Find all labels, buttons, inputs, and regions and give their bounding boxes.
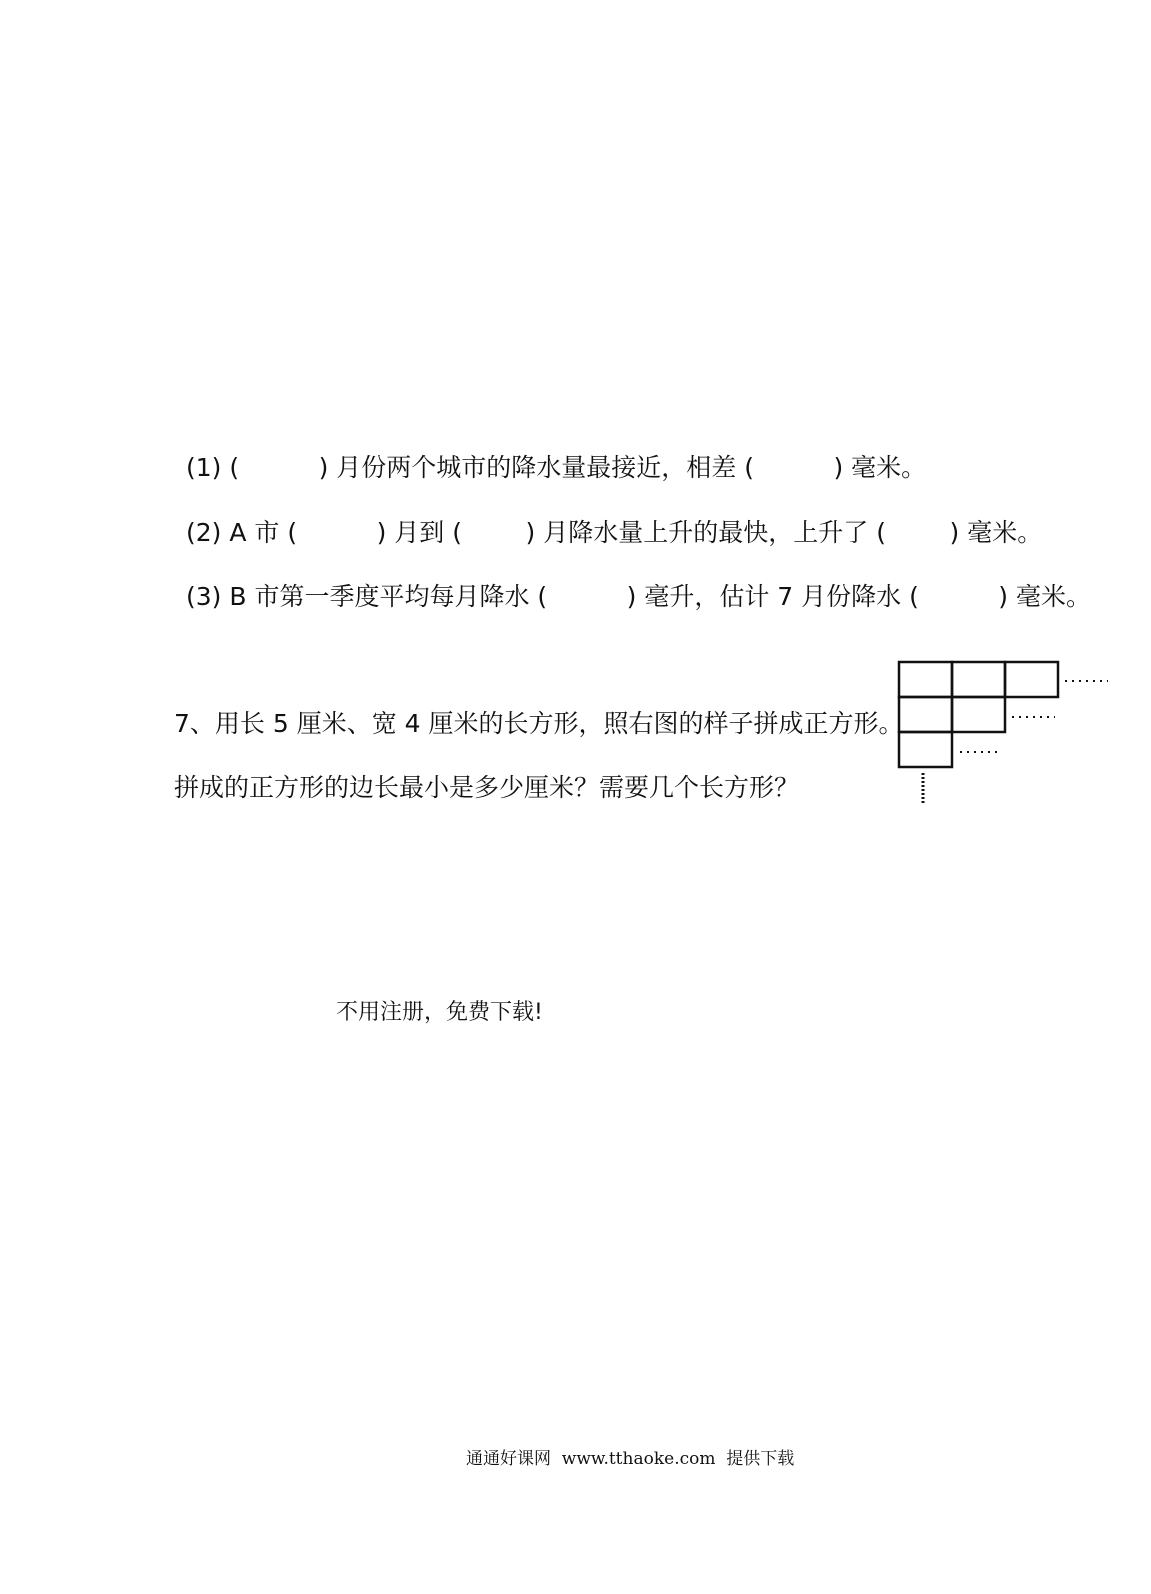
problem-7-line-2: 拼成的正方形的边长最小是多少厘米？需要几个长方形？ <box>174 773 800 802</box>
subquestion-3: (3) B 市第一季度平均每月降水 ( ) 毫升，估计 7 月份降水 ( ) 毫米。 <box>186 582 1091 611</box>
rectangle-tiling-figure <box>890 655 1115 810</box>
tile-rectangle <box>1005 662 1058 697</box>
subquestion-2: (2) A 市 ( ) 月到 ( ) 月降水量上升的最快，上升了 ( ) 毫米。 <box>186 518 1043 547</box>
tile-rectangle <box>952 697 1005 732</box>
tile-rectangle <box>899 732 952 767</box>
subquestion-1: (1) ( ) 月份两个城市的降水量最接近，相差 ( ) 毫米。 <box>186 453 927 482</box>
tile-rectangle <box>952 662 1005 697</box>
problem-7-line-1: 7、用长 5 厘米、宽 4 厘米的长方形，照右图的样子拼成正方形。 <box>174 709 904 738</box>
tile-rectangle <box>899 697 952 732</box>
tile-rectangle <box>899 662 952 697</box>
footer-source: 通通好课网 www.tthaoke.com 提供下载 <box>466 1449 795 1469</box>
promo-text: 不用注册，免费下载! <box>336 1000 543 1025</box>
